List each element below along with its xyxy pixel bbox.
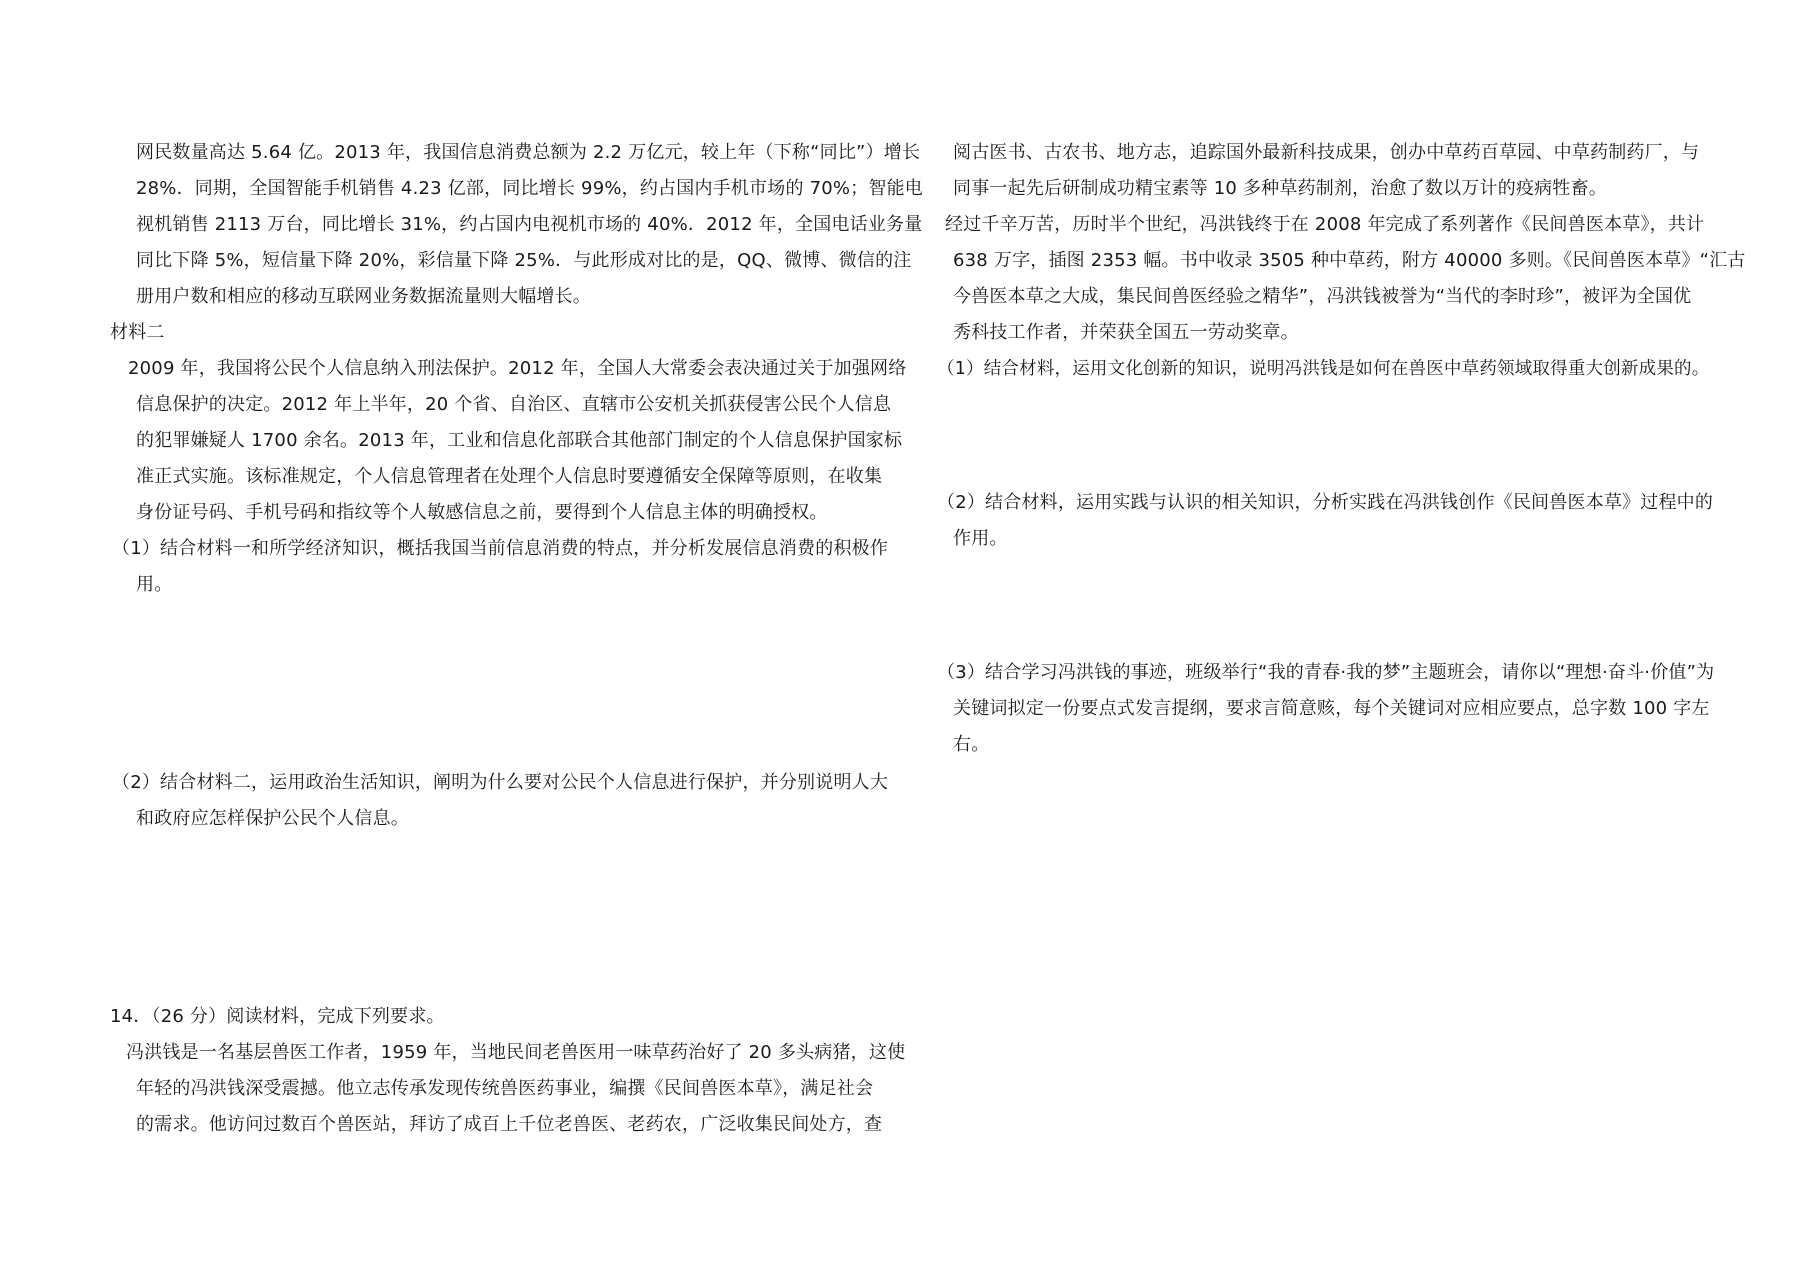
text-line: 身份证号码、手机号码和指纹等个人敏感信息之前，要得到个人信息主体的明确授权。	[136, 502, 828, 523]
question-text: 右。	[953, 734, 990, 755]
text-line: 年轻的冯洪钱深受震撼。他立志传承发现传统兽医药事业，编撰《民间兽医本草》，满足社会	[136, 1078, 874, 1099]
question-text: 作用。	[953, 528, 1008, 549]
text-line: 638 万字，插图 2353 幅。书中收录 3505 种中草药，附方 40000 多则。《民间兽医本草》“汇古	[953, 250, 1746, 271]
text-line: 视机销售 2113 万台，同比增长 31%，约占国内电视机市场的 40%．2012 年，全国电话业务量	[136, 214, 923, 235]
text-line: 同事一起先后研制成功精宝素等 10 多种草药制剂，治愈了数以万计的疫病牲畜。	[953, 178, 1607, 199]
text-line: 准正式实施。该标准规定，个人信息管理者在处理个人信息时要遵循安全保障等原则，在收集	[136, 466, 883, 487]
text-line: 2009 年，我国将公民个人信息纳入刑法保护。2012 年，全国人大常委会表决通过关于加强网络	[128, 358, 907, 379]
question-text: 用。	[136, 574, 173, 595]
text-line: 的需求。他访问过数百个兽医站，拜访了成百上千位老兽医、老药农，广泛收集民间处方，查	[136, 1114, 883, 1135]
text-line: 同比下降 5%，短信量下降 20%，彩信量下降 25%．与此形成对比的是，QQ、微博、微信的注	[136, 250, 912, 271]
material-two-heading: 材料二	[110, 322, 165, 343]
question-14-heading: 14．（26 分）阅读材料，完成下列要求。	[110, 1006, 445, 1027]
text-line: 秀科技工作者，并荣获全国五一劳动奖章。	[953, 322, 1299, 343]
question-text: 和政府应怎样保护公民个人信息。	[136, 808, 409, 829]
text-line: 冯洪钱是一名基层兽医工作者，1959 年，当地民间老兽医用一味草药治好了 20 多头病猪，这使	[126, 1042, 906, 1063]
text-line: 阅古医书、古农书、地方志，追踪国外最新科技成果，创办中草药百草园、中草药制药厂，与	[953, 142, 1700, 163]
text-line: 的犯罪嫌疑人 1700 余名。2013 年，工业和信息化部联合其他部门制定的个人信息保护国家标	[136, 430, 903, 451]
text-line: 网民数量高达 5.64 亿。2013 年，我国信息消费总额为 2.2 万亿元，较上年（下称“同比”）增长	[136, 142, 921, 163]
question-text: （1）结合材料，运用文化创新的知识，说明冯洪钱是如何在兽医中草药领域取得重大创新成果的。	[937, 359, 1710, 379]
text-line: 经过千辛万苦，历时半个世纪，冯洪钱终于在 2008 年完成了系列著作《民间兽医本草》，共计	[945, 214, 1705, 235]
text-line: 今兽医本草之大成，集民间兽医经验之精华”，冯洪钱被誉为“当代的李时珍”，被评为全国优	[953, 286, 1692, 307]
question-text: （3）结合学习冯洪钱的事迹，班级举行“我的青春·我的梦”主题班会，请你以“理想·奋斗·价值”为	[937, 662, 1715, 683]
text-line: 信息保护的决定。2012 年上半年，20 个省、自治区、直辖市公安机关抓获侵害公民个人信息	[136, 394, 892, 415]
question-text: （2）结合材料，运用实践与认识的相关知识，分析实践在冯洪钱创作《民间兽医本草》过程中的	[937, 492, 1714, 513]
text-line: 册用户数和相应的移动互联网业务数据流量则大幅增长。	[136, 286, 591, 307]
question-text: （2）结合材料二，运用政治生活知识，阐明为什么要对公民个人信息进行保护，并分别说明人大	[112, 772, 889, 793]
text-line: 28%．同期，全国智能手机销售 4.23 亿部，同比增长 99%，约占国内手机市场的 70%；智能电	[136, 178, 923, 199]
question-text: （1）结合材料一和所学经济知识，概括我国当前信息消费的特点，并分析发展信息消费的积极作	[112, 538, 889, 559]
question-text: 关键词拟定一份要点式发言提纲，要求言简意赅，每个关键词对应相应要点，总字数 100 字左	[953, 698, 1710, 719]
